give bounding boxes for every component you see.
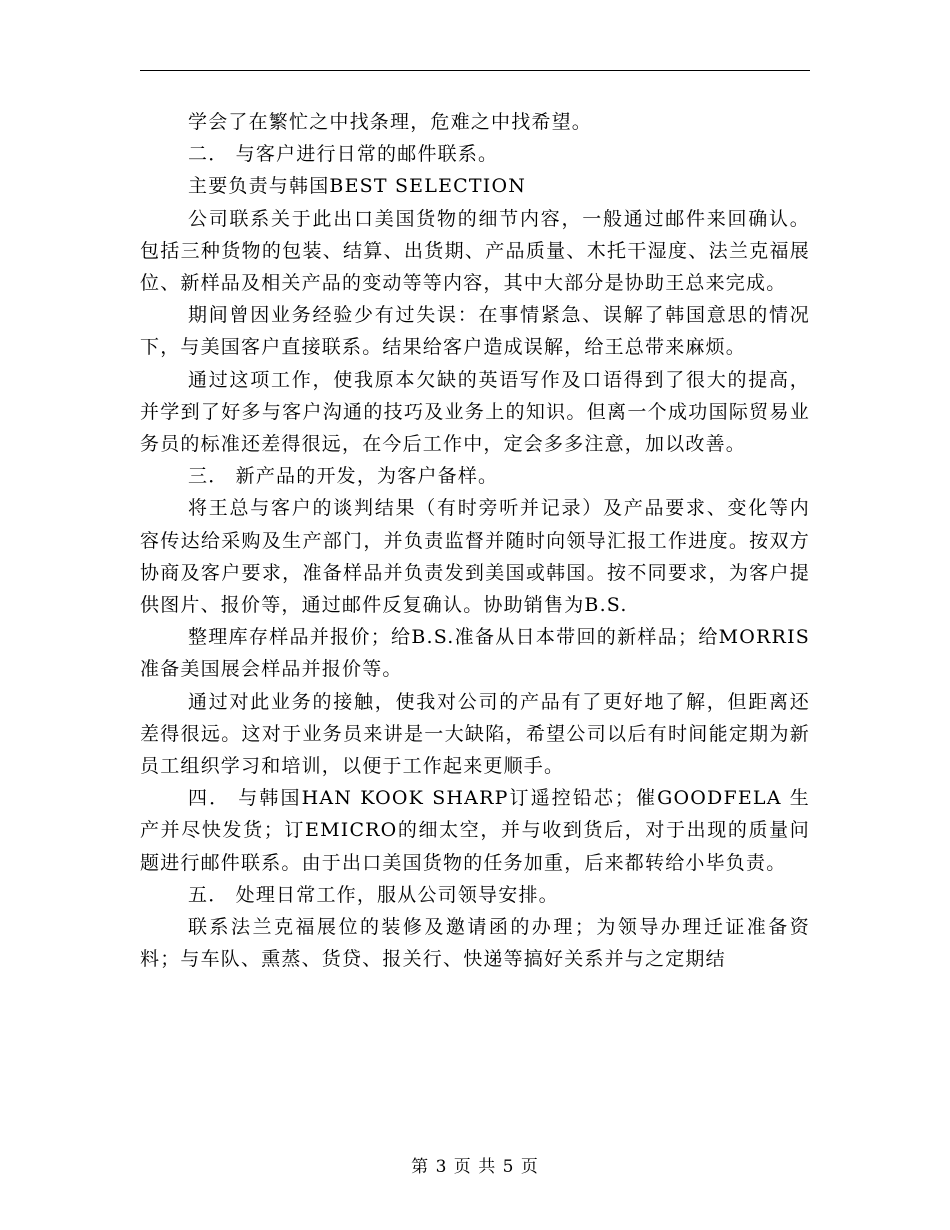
paragraph: 期间曾因业务经验少有过失误：在事情紧急、误解了韩国意思的情况下，与美国客户直接联系。结果给客户造成误解，给王总带来麻烦。: [140, 304, 810, 359]
paragraph: 通过这项工作，使我原本欠缺的英语写作及口语得到了很大的提高，并学到了好多与客户沟通的技巧及业务上的知识。但离一个成功国际贸易业务员的标准还差得很远，在今后工作中，定会多多注意，加以改善。: [140, 368, 810, 456]
page-footer: 第 3 页 共 5 页: [411, 1157, 539, 1177]
section-heading: 四． 与韩国HAN KOOK SHARP订遥控铅芯；催GOODFELA 生产并尽快发货；订EMICRO的细太空，并与收到货后，对于出现的质量问题进行邮件联系。由于出口美国货物的任务加重，后来都转给小毕负责。: [140, 787, 810, 874]
body-text: [140, 106, 810, 975]
paragraph: 将王总与客户的谈判结果（有时旁听并记录）及产品要求、变化等内容传达给采购及生产部门，并负责监督并随时向领导汇报工作进度。按双方协商及客户要求，准备样品并负责发到美国或韩国。按不同要求，为客户提供图片、报价等，通过邮件反复确认。协助销售为B.S.: [140, 497, 810, 617]
paragraph: 通过对此业务的接触，使我对公司的产品有了更好地了解，但距离还差得很远。这对于业务员来讲是一大缺陷，希望公司以后有时间能定期为新员工组织学习和培训，以便于工作起来更顺手。: [140, 690, 810, 778]
section-heading: 五． 处理日常工作，服从公司领导安排。: [188, 883, 559, 906]
section-heading: 二． 与客户进行日常的邮件联系。: [188, 143, 499, 166]
header-rule: [140, 70, 810, 71]
paragraph: 公司联系关于此出口美国货物的细节内容，一般通过邮件来回确认。包括三种货物的包装、结算、出货期、产品质量、木托干湿度、法兰克福展位、新样品及相关产品的变动等等内容，其中大部分是协助王总来完成。: [140, 207, 810, 295]
paragraph: 学会了在繁忙之中找条理，危难之中找希望。: [188, 111, 593, 133]
section-heading: 三． 新产品的开发，为客户备样。: [188, 465, 499, 488]
paragraph: 联系法兰克福展位的装修及邀请函的办理；为领导办理迁证准备资料；与车队、熏蒸、货贷、报关行、快递等搞好关系并与之定期结: [140, 916, 810, 971]
paragraph: 整理库存样品并报价；给B.S.准备从日本带回的新样品；给MORRIS 准备美国展会样品并报价等。: [140, 626, 810, 681]
paragraph: 主要负责与韩国BEST SELECTION: [188, 175, 527, 198]
